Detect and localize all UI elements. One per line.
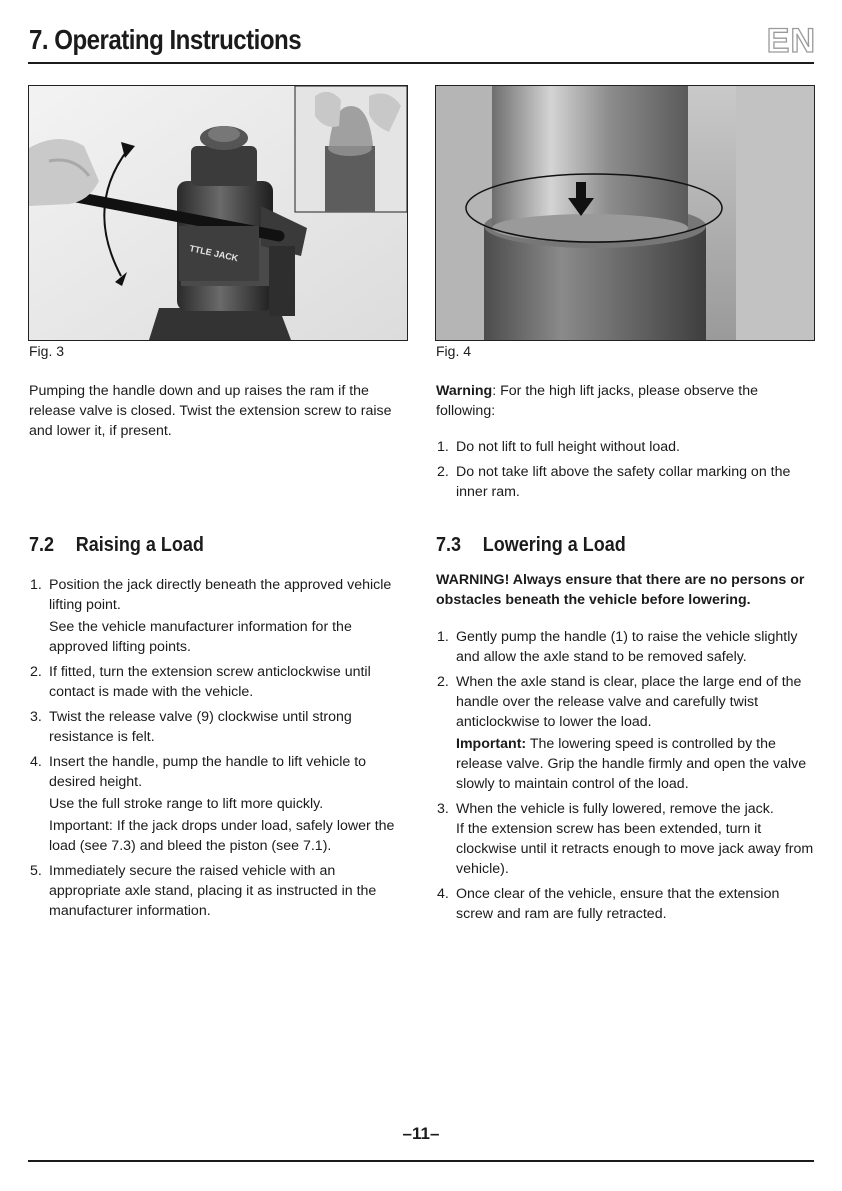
warning-label: Warning bbox=[436, 383, 493, 399]
inner-ram-safety-collar-illustration bbox=[436, 86, 814, 340]
list-item: 3. Twist the release valve (9) clockwise until strong resistance is felt. bbox=[30, 709, 352, 745]
warning-text: : For the high lift jacks, please observe the following: bbox=[436, 383, 758, 419]
lowering-load-steps bbox=[437, 627, 815, 929]
figure-4-caption: Fig. 4 bbox=[436, 343, 472, 359]
list-item: 1. Position the jack directly beneath the approved vehicle lifting point. See the vehicle manufacturer information for the approved lifting points. bbox=[30, 577, 392, 655]
list-item: 3. When the vehicle is fully lowered, remove the jack. If the extension screw has been extended, turn it clockwise until it retracts enough to move jack away from vehicle). bbox=[437, 801, 814, 877]
list-item: 1. Do not lift to full height without load. bbox=[437, 439, 680, 455]
lowering-warning: WARNING! Always ensure that there are no persons or obstacles beneath the vehicle before lowering. bbox=[436, 572, 805, 608]
list-item: 2. Do not take lift above the safety collar marking on the inner ram. bbox=[437, 464, 791, 500]
header-rule bbox=[28, 62, 814, 64]
list-item: 4. Insert the handle, pump the handle to lift vehicle to desired height. Use the full stroke range to lift more quickly. Important: If the jack drops under load, safely lower the load (see 7.3) and bleed the piston (see 7.1). bbox=[30, 754, 395, 854]
raising-load-steps bbox=[30, 575, 408, 926]
pumping-intro-paragraph: Pumping the handle down and up raises the ram if the release valve is closed. Twist the extension screw to raise and lower it, if present. bbox=[29, 383, 392, 439]
section-7-2-heading: 7.2 Raising a Load bbox=[29, 534, 204, 556]
list-item: 2. When the axle stand is clear, place the large end of the handle over the release valve and carefully twist anticlockwise to lower the load. Important: The lowering speed is controlled by the release valve. Grip the handle firmly and open the valve slowly to maintain control of the load. bbox=[437, 674, 807, 792]
bottle-jack-pump-illustration bbox=[29, 86, 407, 340]
language-badge: EN bbox=[766, 22, 816, 60]
list-item: 2. If fitted, turn the extension screw anticlockwise until contact is made with the vehicle. bbox=[30, 664, 371, 700]
page-title: 7. Operating Instructions bbox=[29, 24, 302, 55]
section-7-3-heading: 7.3 Lowering a Load bbox=[436, 534, 626, 556]
footer-rule bbox=[28, 1160, 814, 1162]
list-item: 5. Immediately secure the raised vehicle with an appropriate axle stand, placing it as instructed in the manufacturer information. bbox=[30, 863, 377, 919]
high-lift-warning-paragraph bbox=[436, 381, 814, 421]
page-number: –11– bbox=[402, 1124, 440, 1143]
jack-label-text: TTLE JACK bbox=[188, 243, 240, 264]
figure-3-caption: Fig. 3 bbox=[29, 343, 65, 359]
figure-4-image bbox=[435, 85, 815, 341]
figure-3-image bbox=[28, 85, 408, 341]
list-item: 1. Gently pump the handle (1) to raise the vehicle slightly and allow the axle stand to be removed safely. bbox=[437, 629, 798, 665]
high-lift-warning-list bbox=[437, 437, 815, 507]
list-item: 4. Once clear of the vehicle, ensure that the extension screw and ram are fully retracted. bbox=[437, 886, 780, 922]
